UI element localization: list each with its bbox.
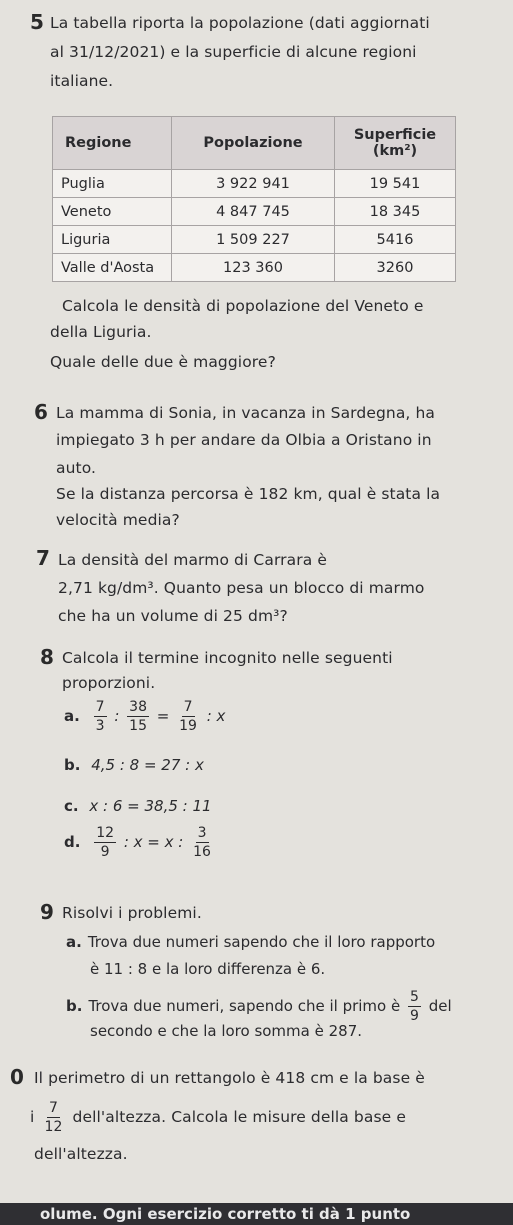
ex5-question-1: Calcola le densità di popolazione del Veneto e: [62, 297, 424, 315]
ex5-question-2: della Liguria.: [50, 323, 152, 341]
proportion-c: [64, 797, 212, 815]
cell-region: Puglia: [53, 170, 172, 198]
fraction: $\frac{12}{9}$: [96, 825, 115, 860]
fraction: $\frac{7}{19}$: [179, 699, 197, 734]
item-label-c: c.: [64, 797, 79, 815]
ex7-line-1: La densità del marmo di Carrara è: [58, 551, 327, 569]
ex5-line-2: al 31/12/2021) e la superficie di alcune regioni: [50, 43, 417, 61]
item-label-b: b.: [64, 756, 81, 774]
cell-area: 3260: [335, 254, 456, 282]
ex9-b-line-2: secondo e che la loro somma è 287.: [90, 1022, 363, 1040]
exercise-number-9: 9: [40, 900, 54, 924]
cell-region: Veneto: [53, 198, 172, 226]
header-regione: Regione: [53, 117, 172, 170]
cell-region: Valle d'Aosta: [53, 254, 172, 282]
cell-area: 5416: [335, 226, 456, 254]
cell-population: 4 847 745: [172, 198, 335, 226]
table-row: [53, 226, 456, 254]
cell-population: 123 360: [172, 254, 335, 282]
cell-population: 3 922 941: [172, 170, 335, 198]
footer-banner: olume. Ogni esercizio corretto ti dà 1 punto: [0, 1203, 513, 1225]
ex9-item-a: [66, 933, 435, 951]
item-label-a: a.: [64, 707, 80, 725]
ex8-line-1: Calcola il termine incognito nelle seguenti: [62, 649, 393, 667]
proportion-d: d. $\frac{12}{9}$ : x = x : $\frac{3}{16}$: [64, 825, 211, 860]
ex10-line-3: dell'altezza.: [34, 1145, 128, 1163]
ex9-a-line-2: è 11 : 8 e la loro differenza è 6.: [90, 960, 326, 978]
cell-area: 19 541: [335, 170, 456, 198]
ex5-line-3: italiane.: [50, 72, 114, 90]
proportion-b: [64, 756, 204, 774]
ex5-line-1: La tabella riporta la popolazione (dati aggiornati: [50, 14, 430, 32]
ex6-line-5: velocità media?: [56, 511, 180, 529]
exercise-number-6: 6: [34, 400, 48, 424]
ex9-item-b: b. Trova due numeri, sapendo che il primo è $\frac{5}{9}$ del: [66, 989, 452, 1024]
ex6-line-1: La mamma di Sonia, in vacanza in Sardegna, ha: [56, 404, 435, 422]
header-superficie: [335, 117, 456, 170]
table-row: [53, 170, 456, 198]
exercise-number-7: 7: [36, 546, 50, 570]
proportion-a: a. $\frac{7}{3}$ : $\frac{38}{15}$ = $\frac{7}{19}$ : x: [64, 699, 226, 734]
fraction: $\frac{38}{15}$: [129, 699, 147, 734]
ex7-line-2: 2,71 kg/dm³. Quanto pesa un blocco di marmo: [58, 579, 425, 597]
fraction: $\frac{5}{9}$: [410, 989, 419, 1024]
ex8-line-2: proporzioni.: [62, 674, 156, 692]
header-popolazione: Popolazione: [172, 117, 335, 170]
ex6-line-2: impiegato 3 h per andare da Olbia a Oristano in: [56, 431, 432, 449]
ex6-line-3: auto.: [56, 459, 97, 477]
ex7-line-3: che ha un volume di 25 dm³?: [58, 607, 288, 625]
table-row: [53, 254, 456, 282]
exercise-number-8: 8: [40, 645, 54, 669]
exercise-number-5: 5: [30, 10, 44, 34]
ex9-intro: Risolvi i problemi.: [62, 904, 202, 922]
fraction: $\frac{3}{16}$: [193, 825, 211, 860]
ex9-a-line-1: Trova due numeri sapendo che il loro rapporto: [87, 933, 436, 951]
item-label-b: b.: [66, 997, 83, 1015]
fraction: $\frac{7}{3}$: [95, 699, 105, 734]
item-label-a: a.: [66, 933, 82, 951]
table-row: [53, 198, 456, 226]
cell-area: 18 345: [335, 198, 456, 226]
proportion-b-text: 4,5 : 8 = 27 : x: [91, 756, 204, 774]
ex10-line-2: i $\frac{7}{12}$ dell'altezza. Calcola le misure della base e: [30, 1100, 406, 1135]
header-superficie-unit: (km²): [372, 143, 418, 159]
cell-region: Liguria: [53, 226, 172, 254]
ex6-line-4: Se la distanza percorsa è 182 km, qual è stata la: [56, 485, 441, 503]
item-label-d: d.: [64, 833, 81, 851]
table-header-row: [53, 117, 456, 170]
cell-population: 1 509 227: [172, 226, 335, 254]
ex5-question-3: Quale delle due è maggiore?: [50, 353, 276, 371]
fraction: $\frac{7}{12}$: [44, 1100, 63, 1135]
ex10-line-1: Il perimetro di un rettangolo è 418 cm e la base è: [34, 1069, 425, 1087]
proportion-c-text: x : 6 = 38,5 : 11: [89, 797, 212, 815]
population-table: [52, 116, 456, 282]
header-superficie-label: Superficie: [353, 127, 437, 143]
exercise-number-10: 0: [10, 1065, 24, 1089]
